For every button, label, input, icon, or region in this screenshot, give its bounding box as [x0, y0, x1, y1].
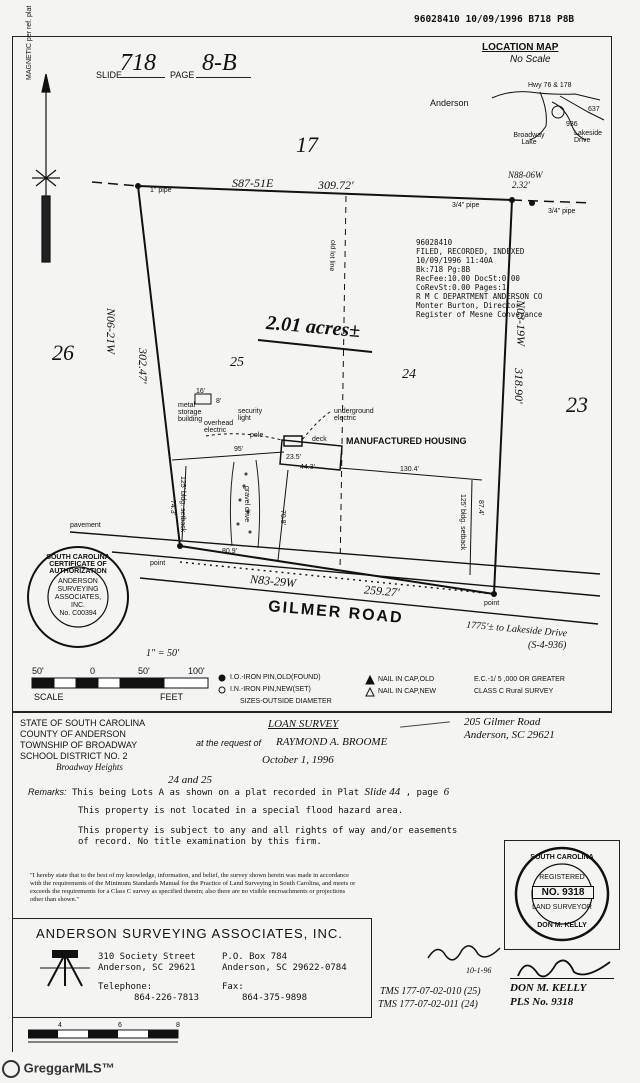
legend-nail-old: NAIL IN CAP,OLD [378, 676, 435, 683]
mls-watermark [2, 1060, 115, 1078]
remarks-3: This property is subject to any and all rights of way and/or easements [78, 826, 458, 836]
dim-130-4: 130.4' [400, 466, 419, 473]
filing-line-8: Monter Burton, Director [416, 301, 520, 310]
legend-nail-new: NAIL IN CAP,NEW [378, 688, 436, 695]
filing-line-9: Register of Mesne Conveyance [416, 310, 543, 319]
jurisdiction-block [20, 718, 145, 773]
certification-statement: "I hereby state that to the best of my knowledge, information, and belief, the survey shown herein was made in accordance with the requirements of the Minimum Standards Manual for the Practice of Land Surveying in South Carolina, and meets or exceeds the requirements for a Class C survey as specified therein; also there are no visible encroachments or projections other than shown." [30, 872, 356, 903]
company-pobox-line: P.O. Box 784 [222, 952, 288, 962]
filing-line-4: Bk:718 Pg:8B [416, 265, 471, 274]
location-map-scale: No Scale [510, 54, 551, 65]
loc-lakeside: Lakeside Drive [574, 130, 603, 144]
scale-100: 100' [188, 666, 205, 676]
scale-note: 1" = 50' [146, 648, 180, 659]
company-pobox [222, 952, 347, 974]
pipe-nw: 1" pipe [150, 187, 172, 194]
client-name: RAYMOND A. BROOME [276, 736, 388, 748]
filing-line-2: FILED, RECORDED, INDEXED [416, 247, 525, 256]
legend-iron-new: I.N.-IRON PIN,NEW(SET) [230, 686, 311, 693]
ne-distance: 2.32' [512, 180, 530, 190]
acreage: 2.01 acres± [265, 311, 362, 343]
seal-inner [52, 578, 104, 618]
remarks-page-no: 6 [443, 786, 450, 798]
remarks-text-1: This being Lots A as shown on a plat recorded in Plat [71, 788, 360, 798]
ruler-4: 4 [58, 1022, 62, 1029]
signature-small [424, 938, 504, 968]
dim-16: 16' [196, 388, 206, 395]
east-bearing: N03-19W [514, 300, 528, 346]
location-map-sketch [492, 92, 604, 140]
filing-line-1: 96028410 [416, 238, 453, 247]
company-city: Anderson, SC 29621 [98, 963, 196, 973]
old-lot-line: old lot line [327, 239, 336, 272]
address-line-1: 205 Gilmer Road [464, 716, 541, 728]
north-distance: 309.72' [318, 178, 354, 192]
telephone-number: 864-226-7813 [134, 993, 200, 1003]
telephone-label: Telephone: [98, 982, 153, 992]
address-line-2: Anderson, SC 29621 [464, 729, 555, 741]
west-distance: 302.47' [136, 348, 150, 384]
state-line: STATE OF SOUTH CAROLINA [20, 718, 146, 728]
surveyor-seal-bottom: LAND SURVEYOR [532, 904, 592, 911]
mls-text: GreggarMLS™ [23, 1060, 115, 1076]
pipe-ne: 3/4" pipe [452, 202, 480, 209]
point-right: point [484, 600, 500, 607]
ruler-6: 6 [118, 1022, 122, 1029]
legend-sizes: SIZES-OUTSIDE DIAMETER [240, 698, 332, 705]
filing-stamp [416, 238, 542, 319]
slide-value: 718 [120, 50, 156, 76]
tms-1: TMS 177-07-02-010 (25) [380, 986, 481, 997]
filing-line-3: 10/09/1996 11:40A [416, 256, 493, 265]
remarks-1 [28, 786, 449, 798]
route-number: (S-4-936) [528, 640, 567, 651]
fax-label: Fax: [222, 982, 244, 992]
ruler-8: 8 [176, 1022, 180, 1029]
page-label: PAGE [170, 70, 195, 80]
recording-stamp: 96028410 10/09/1996 B718 P8B [414, 14, 575, 25]
fax-number: 864-375-9898 [242, 993, 308, 1003]
signature-line [510, 978, 614, 979]
dim-23-5: 23.5' [286, 454, 301, 461]
scale-0: 0 [90, 666, 96, 676]
seal-number: No. C00394 [59, 610, 97, 617]
underground-electric: underground electric [334, 408, 374, 422]
seal-inner-2: SURVEYING [57, 586, 99, 593]
scale-label: SCALE [34, 692, 64, 702]
dim-70-8: 70.8' [279, 510, 286, 525]
road-name: GILMER ROAD [267, 598, 405, 627]
loc-broadway: Broadway Lake [513, 132, 545, 146]
remarks-4: of record. No title examination by this firm. [78, 837, 322, 847]
dim-74-3: 74.3' [169, 500, 176, 515]
remarks-2: This property is not located in a special flood hazard area. [78, 806, 404, 816]
setback-right: 125' bldg. setback [459, 494, 466, 551]
signature-date: 10-1-96 [466, 966, 492, 975]
lots-line: 24 and 25 [168, 774, 212, 786]
tripod-logo-icon [40, 948, 90, 988]
ruler-strip [28, 1024, 184, 1052]
surveyor-seal-top: SOUTH CAROLINA [530, 854, 594, 861]
lot-24: 24 [402, 367, 416, 382]
filing-line-7: R M C DEPARTMENT ANDERSON CO [416, 292, 543, 301]
pole-label: pole [250, 432, 264, 439]
remarks-slide: Slide 44 [364, 786, 401, 798]
dim-44-3: 44.3' [300, 464, 315, 471]
filing-line-6: CoRevSt:0.00 Pages:1 [416, 283, 507, 292]
loc-anderson: Anderson [430, 98, 469, 108]
county-line: COUNTY OF ANDERSON [20, 729, 126, 739]
remarks-label: Remarks: [28, 787, 67, 797]
dim-95: 95' [234, 446, 244, 453]
township-line: TOWNSHIP OF BROADWAY [20, 740, 138, 750]
survey-date: October 1, 1996 [262, 754, 334, 766]
location-map-title: LOCATION MAP [482, 42, 559, 53]
scale-bar [32, 678, 208, 688]
lot-26: 26 [52, 340, 74, 365]
legend-class: CLASS C Rural SURVEY [474, 688, 554, 695]
company-street: 310 Society Street [98, 952, 196, 962]
surveyor-name: DON M. KELLY [510, 982, 587, 994]
pipe-ne-2: 3/4" pipe [548, 208, 576, 215]
point-left: point [150, 560, 166, 567]
legend-ec: E.C.-1/ 5 ,000 OR GREATER [474, 676, 565, 683]
setback-left: 125' bldg. setback [179, 476, 186, 533]
west-bearing: N06-21W [104, 308, 118, 354]
east-distance: 318.90' [512, 368, 526, 404]
storage-building-label: metal storage building [178, 402, 203, 423]
scale-50b: 50' [138, 666, 150, 676]
subdivision-line: Broadway Heights [56, 762, 123, 772]
south-distance: 259.27' [363, 582, 401, 600]
lot-25: 25 [230, 355, 244, 370]
security-light: security light [238, 408, 263, 422]
company-name: ANDERSON SURVEYING ASSOCIATES, INC. [36, 926, 343, 941]
survey-type: LOAN SURVEY [268, 718, 339, 730]
company-address [98, 952, 196, 974]
title-block-top-rule [12, 712, 612, 713]
surveyor-seal-number: NO. 9318 [532, 886, 594, 899]
dim-80-9: 80.9' [222, 548, 237, 555]
dim-87-4: 87.4' [477, 500, 484, 515]
seal-outer-text: SOUTH CAROLINA CERTIFICATE OF AUTHORIZATION [46, 554, 110, 575]
mls-logo-icon [2, 1060, 20, 1078]
to-lakeside: 1775'± to Lakeside Drive [465, 619, 568, 640]
slide-label: SLIDE [96, 70, 123, 80]
remarks-page: , page [405, 788, 439, 798]
page-value: 8-B [202, 50, 237, 76]
manufactured-housing-label: MANUFACTURED HOUSING [346, 436, 467, 446]
filing-line-5: RecFee:10.00 DocSt:0.00 [416, 274, 520, 283]
seal-inner-3: ASSOCIATES, INC. [54, 594, 102, 609]
request-label: at the request of [196, 738, 262, 748]
setback-lines [172, 452, 482, 575]
ne-bearing: N88-06W [508, 170, 543, 180]
tms-2: TMS 177-07-02-011 (24) [378, 999, 478, 1010]
surveyor-pls: PLS No. 9318 [510, 996, 574, 1008]
legend-iron-old: I.O.-IRON PIN,OLD(FOUND) [230, 674, 321, 681]
dim-8: 8' [216, 398, 222, 405]
company-fax [222, 982, 307, 1004]
deck-label: deck [312, 436, 327, 443]
company-pocity: Anderson, SC 29622-0784 [222, 963, 347, 973]
south-bearing: N83-29W [249, 572, 297, 590]
surveyor-seal-name: DON M. KELLY [537, 922, 587, 929]
scale-50a: 50' [32, 666, 44, 676]
school-line: SCHOOL DISTRICT NO. 2 [20, 751, 128, 761]
gravel-drive-label: gravel drive [243, 486, 250, 523]
loc-637: 637 [588, 106, 600, 113]
north-bearing: S87-51E [232, 176, 274, 190]
lot-17: 17 [296, 132, 318, 157]
signature-main [514, 954, 614, 984]
loc-936: 936 [566, 121, 578, 128]
overhead-electric: overhead electric [204, 420, 234, 434]
lot-23: 23 [566, 392, 588, 417]
feet-label: FEET [160, 692, 184, 702]
pavement-label: pavement [70, 522, 101, 529]
north-arrow [32, 74, 60, 262]
loc-hwy: Hwy 76 & 178 [528, 82, 572, 89]
seal-inner-1: ANDERSON [58, 578, 98, 585]
magnetic-label: MAGNETIC per ref. plat [26, 5, 33, 80]
surveyor-seal-reg: REGISTERED [539, 874, 585, 881]
company-phone [98, 982, 199, 1004]
